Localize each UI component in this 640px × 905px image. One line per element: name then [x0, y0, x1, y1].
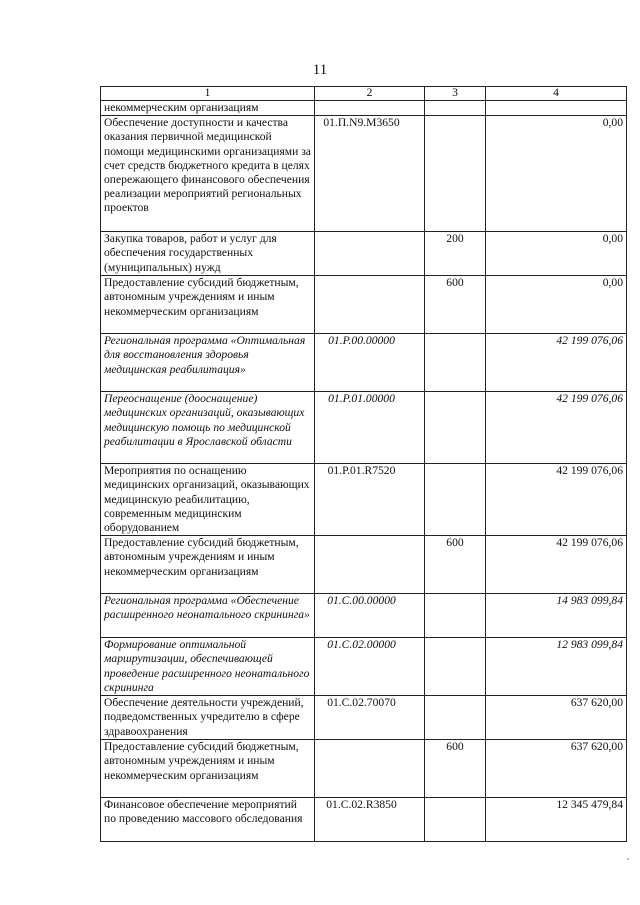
header-col-4: 4 [486, 87, 627, 101]
budget-code: 01.С.00.00000 [327, 594, 396, 608]
cell-code [315, 276, 425, 334]
cell-name: Региональная программа «Обеспечение расширенного неонатального скрининга» [101, 594, 315, 638]
cell-kvr [425, 392, 486, 464]
table-row [101, 392, 627, 464]
cell-sum: 0,00 [486, 276, 627, 334]
table-row [101, 594, 627, 638]
cell-kvr: 600 [425, 536, 486, 594]
header-col-2: 2 [315, 87, 425, 101]
cell-name: Обеспечение доступности и качества оказания первичной медицинской помощи медицинскими организациями за счет средств бюджетного кредита в целях опережающего финансового обеспечения реализации мероприятий региональных проектов [101, 116, 315, 232]
cell-kvr [425, 116, 486, 232]
table-row [101, 276, 627, 334]
table-row [101, 798, 627, 842]
table-header [101, 87, 627, 101]
budget-code: 01.С.02.70070 [327, 696, 396, 710]
table-row [101, 638, 627, 696]
budget-code: 01.Р.01.R7520 [327, 464, 396, 478]
cell-sum: 42 199 076,06 [486, 334, 627, 392]
cell-sum: 0,00 [486, 232, 627, 276]
cell-name: Закупка товаров, работ и услуг для обеспечения государственных (муниципальных) нужд [101, 232, 315, 276]
header-col-1: 1 [101, 87, 315, 101]
cell-kvr [425, 696, 486, 740]
table-body [101, 101, 627, 842]
cell-sum [486, 101, 627, 116]
cell-code [315, 638, 425, 696]
table-row [101, 334, 627, 392]
cell-kvr [425, 798, 486, 842]
cell-kvr [425, 334, 486, 392]
cell-name: Формирование оптимальной маршрутизации, обеспечивающей проведение расширенного неонатального скрининга [101, 638, 315, 696]
cell-sum: 637 620,00 [486, 740, 627, 798]
cell-code [315, 232, 425, 276]
table-row [101, 696, 627, 740]
budget-code: 01.С.02.R3850 [326, 798, 397, 812]
cell-name: Финансовое обеспечение мероприятий по проведению массового обследования [101, 798, 315, 842]
cell-code [315, 594, 425, 638]
cell-code [315, 536, 425, 594]
table-row [101, 101, 627, 116]
cell-kvr: 600 [425, 740, 486, 798]
cell-name: Переоснащение (дооснащение) медицинских организаций, оказывающих медицинскую помощь по медицинской реабилитации в Ярославской области [101, 392, 315, 464]
header-col-3: 3 [425, 87, 486, 101]
page-number: 11 [312, 62, 328, 78]
budget-table [100, 86, 627, 842]
table-row [101, 232, 627, 276]
cell-sum: 0,00 [486, 116, 627, 232]
cell-name: Мероприятия по оснащению медицинских организаций, оказывающих медицинскую реабилитацию, современным медицинским оборудованием [101, 464, 315, 536]
cell-code [315, 464, 425, 536]
cell-name: Предоставление субсидий бюджетным, автономным учреждениям и иным некоммерческим организациям [101, 536, 315, 594]
cell-sum: 637 620,00 [486, 696, 627, 740]
cell-name: Предоставление субсидий бюджетным, автономным учреждениям и иным некоммерческим организациям [101, 740, 315, 798]
budget-code: 01.Р.01.00000 [328, 392, 395, 406]
cell-code [315, 740, 425, 798]
cell-name: некоммерческим организациям [101, 101, 315, 116]
cell-code [315, 101, 425, 116]
cell-kvr [425, 638, 486, 696]
table-row [101, 740, 627, 798]
cell-code [315, 334, 425, 392]
cell-kvr [425, 594, 486, 638]
budget-code: 01.С.02.00000 [327, 638, 396, 652]
cell-kvr [425, 464, 486, 536]
budget-code: 01.Р.00.00000 [328, 334, 395, 348]
table-row [101, 116, 627, 232]
cell-kvr: 600 [425, 276, 486, 334]
table-row [101, 464, 627, 536]
cell-name: Региональная программа «Оптимальная для восстановления здоровья медицинская реабилитация» [101, 334, 315, 392]
cell-code [315, 798, 425, 842]
cell-code [315, 696, 425, 740]
cell-code [315, 392, 425, 464]
cell-kvr: 200 [425, 232, 486, 276]
cell-name: Предоставление субсидий бюджетным, автономным учреждениям и иным некоммерческим организациям [101, 276, 315, 334]
cell-sum: 12 983 099,84 [486, 638, 627, 696]
table-row [101, 536, 627, 594]
cell-sum: 12 345 479,84 [486, 798, 627, 842]
cell-sum: 42 199 076,06 [486, 392, 627, 464]
cell-name: Обеспечение деятельности учреждений, подведомственных учредителю в сфере здравоохранения [101, 696, 315, 740]
cell-code [315, 116, 425, 232]
cell-sum: 42 199 076,06 [486, 536, 627, 594]
scan-speck [627, 858, 629, 860]
cell-kvr [425, 101, 486, 116]
cell-sum: 42 199 076,06 [486, 464, 627, 536]
budget-code: 01.П.N9.M3650 [323, 116, 400, 130]
cell-sum: 14 983 099,84 [486, 594, 627, 638]
